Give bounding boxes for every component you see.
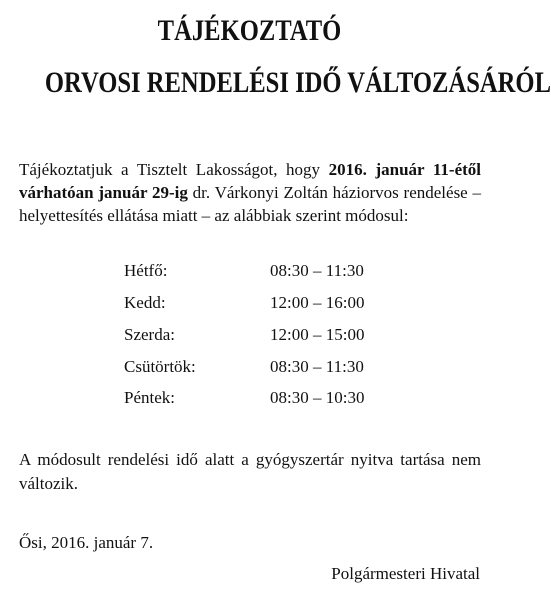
schedule-row <box>0 323 499 347</box>
schedule-row <box>0 355 499 379</box>
schedule-day: Péntek: <box>124 388 175 407</box>
schedule-day: Csütörtök: <box>124 357 196 376</box>
schedule-row <box>0 386 499 410</box>
schedule-row <box>0 259 499 283</box>
schedule-day: Hétfő: <box>124 261 168 280</box>
schedule-time: 12:00 – 15:00 <box>270 325 365 344</box>
schedule-day: Kedd: <box>124 293 166 312</box>
schedule-time: 12:00 – 16:00 <box>270 293 365 312</box>
schedule-day: Szerda: <box>124 325 175 344</box>
document-subtitle: ORVOSI RENDELÉSI IDŐ VÁLTOZÁSÁRÓL <box>44 66 551 99</box>
signature: Polgármesteri Hivatal <box>331 564 480 583</box>
intro-date-range: 2016. január 11-étől várhatóan január 29-ig <box>19 160 481 202</box>
intro-paragraph <box>19 158 481 227</box>
place-and-date: Ősi, 2016. január 7. <box>19 533 154 552</box>
schedule-time: 08:30 – 11:30 <box>270 261 364 280</box>
intro-text-start: Tájékoztatjuk a Tisztelt Lakosságot, hogy <box>19 160 329 179</box>
schedule-time: 08:30 – 10:30 <box>270 388 365 407</box>
document-title: TÁJÉKOZTATÓ <box>157 14 342 47</box>
pharmacy-note: A módosult rendelési idő alatt a gyógyszertár nyitva tartása nem változik. <box>19 450 481 493</box>
intro-text-end: dr. Várkonyi Zoltán háziorvos rendelése – helyettesítés ellátása miatt – az alábbiak szerint módosul: <box>19 183 481 225</box>
schedule-time: 08:30 – 11:30 <box>270 357 364 376</box>
schedule-row <box>0 291 499 315</box>
